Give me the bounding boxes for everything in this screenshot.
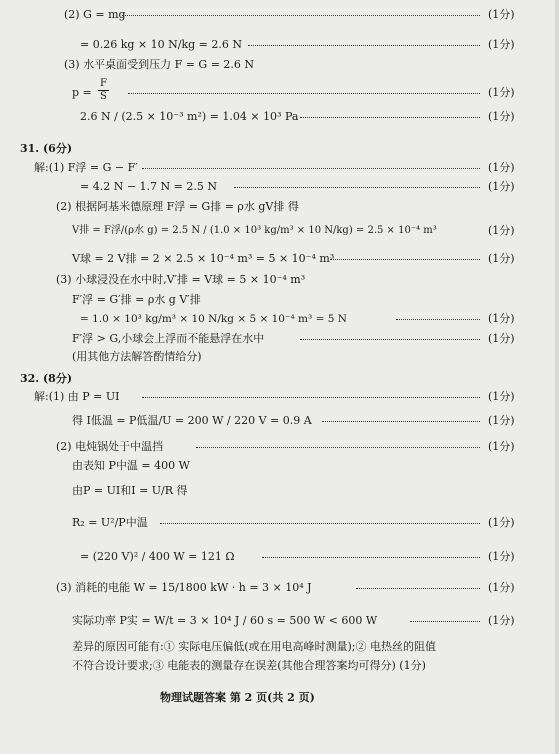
- dot-leader: [196, 447, 480, 448]
- dot-leader: [122, 15, 480, 16]
- score-label: (1分): [488, 38, 515, 51]
- line-text: 不符合设计要求;③ 电能表的测量存在误差(其他合理答案均可得分) (1分): [72, 659, 426, 672]
- line-text: (3) 水平桌面受到压力 F = G = 2.6 N: [64, 58, 255, 71]
- line-text: 差异的原因可能有:① 实际电压偏低(或在用电高峰时测量);② 电热丝的阻值: [72, 640, 436, 653]
- score-label: (1分): [488, 581, 515, 594]
- line-text: F′浮 > G,小球会上浮而不能悬浮在水中: [72, 332, 265, 345]
- dot-leader: [396, 319, 480, 320]
- formula-lhs: p =: [72, 86, 92, 99]
- score-label: (1分): [488, 550, 515, 563]
- score-label: (1分): [488, 312, 515, 325]
- page-footer: 物理试题答案 第 2 页(共 2 页): [160, 691, 315, 704]
- dot-leader: [410, 621, 480, 622]
- line-text: 由P = UI和I = U/R 得: [72, 484, 188, 497]
- line-text: V排 = F浮/(ρ水 g) = 2.5 N / (1.0 × 10³ kg/m³ × 10 N/kg) = 2.5 × 10⁻⁴ m³: [72, 225, 437, 236]
- line-text: 2.6 N / (2.5 × 10⁻³ m²) = 1.04 × 10³ Pa: [80, 110, 299, 123]
- denominator: S: [100, 91, 107, 102]
- score-label: (1分): [488, 516, 515, 529]
- line-text: 32. (8分): [20, 372, 73, 385]
- score-label: (1分): [488, 8, 515, 21]
- line-text: = 4.2 N − 1.7 N = 2.5 N: [80, 180, 217, 193]
- dot-leader: [262, 557, 480, 558]
- line-text: = (220 V)² / 400 W = 121 Ω: [80, 550, 235, 563]
- line-text: = 1.0 × 10³ kg/m³ × 10 N/kg × 5 × 10⁻⁴ m³ = 5 N: [80, 313, 347, 325]
- score-label: (1分): [488, 161, 515, 174]
- score-label: (1分): [488, 440, 515, 453]
- line-text: (2) 电炖锅处于中温挡: [56, 440, 164, 453]
- line-text: F′浮 = G′排 = ρ水 g V′排: [72, 293, 201, 306]
- line-text: 由表知 P中温 = 400 W: [72, 459, 190, 472]
- line-text: V球 = 2 V排 = 2 × 2.5 × 10⁻⁴ m³ = 5 × 10⁻⁴ m³: [72, 252, 335, 265]
- line-text: (3) 小球浸没在水中时,V′排 = V球 = 5 × 10⁻⁴ m³: [56, 273, 306, 286]
- score-label: (1分): [488, 252, 515, 265]
- dot-leader: [330, 259, 480, 260]
- line-text: (2) G = mg: [64, 8, 126, 21]
- score-label: (1分): [488, 86, 515, 99]
- line-text: (2) 根据阿基米德原理 F浮 = G排 = ρ水 gV排 得: [56, 200, 299, 213]
- score-label: (1分): [488, 332, 515, 345]
- dot-leader: [128, 93, 480, 94]
- line-text: = 0.26 kg × 10 N/kg = 2.6 N: [80, 38, 242, 51]
- line-text: (3) 消耗的电能 W = 15/1800 kW · h = 3 × 10⁴ J: [56, 581, 312, 594]
- score-label: (1分): [488, 110, 515, 123]
- dot-leader: [248, 45, 480, 46]
- line-text: R₂ = U²/P中温: [72, 516, 148, 529]
- dot-leader: [300, 117, 480, 118]
- score-label: (1分): [488, 390, 515, 403]
- line-text: (用其他方法解答酌情给分): [72, 350, 202, 363]
- score-label: (1分): [488, 180, 515, 193]
- dot-leader: [160, 523, 480, 524]
- fraction: [98, 78, 109, 103]
- line-text: 解:(1) F浮 = G − F′: [34, 161, 138, 174]
- line-text: 实际功率 P实 = W/t = 3 × 10⁴ J / 60 s = 500 W < 600 W: [72, 614, 378, 627]
- line-text: 得 I低温 = P低温/U = 200 W / 220 V = 0.9 A: [72, 414, 312, 427]
- dot-leader: [234, 187, 480, 188]
- line-text: 解:(1) 由 P = UI: [34, 390, 120, 403]
- line-text: 31. (6分): [20, 142, 73, 155]
- numerator: F: [100, 78, 107, 89]
- dot-leader: [142, 168, 480, 169]
- score-label: (1分): [488, 614, 515, 627]
- score-label: (1分): [488, 224, 515, 237]
- scan-edge-shadow: [555, 0, 559, 754]
- dot-leader: [142, 397, 480, 398]
- dot-leader: [322, 421, 480, 422]
- line-pressure-formula: [0, 80, 559, 108]
- dot-leader: [356, 588, 480, 589]
- score-label: (1分): [488, 414, 515, 427]
- dot-leader: [300, 339, 480, 340]
